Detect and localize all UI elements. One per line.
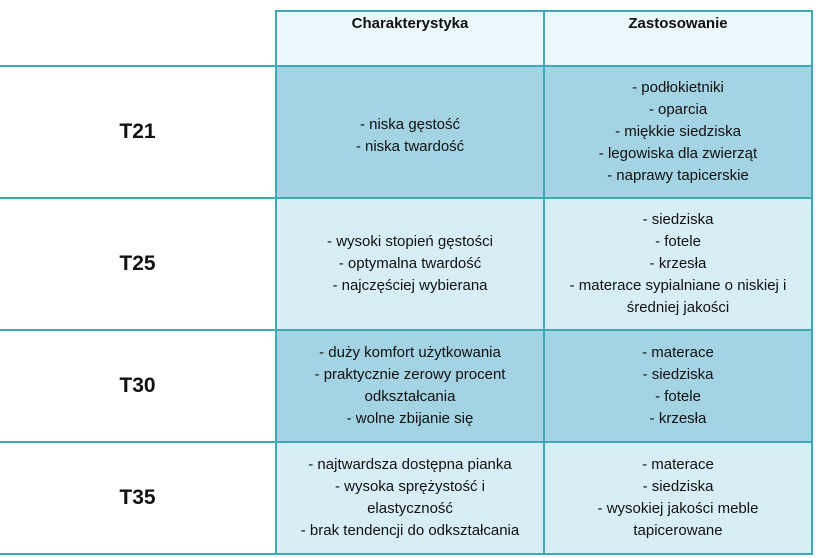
characteristic-item: - duży komfort użytkowania — [319, 344, 501, 361]
header-charakterystyka: Charakterystyka — [276, 11, 544, 66]
usage-cell — [544, 66, 812, 198]
characteristic-item: - optymalna twardość — [338, 255, 482, 272]
characteristic-item: elastyczność — [367, 500, 453, 517]
usage-item: - oparcia — [648, 101, 708, 118]
characteristic-item: odkształcania — [364, 388, 456, 405]
table-row-t30 — [0, 330, 812, 442]
characteristic-item: - najczęściej wybierana — [332, 277, 488, 294]
usage-item: - materace sypialniane o niskiej i — [569, 277, 787, 294]
characteristics-cell — [276, 330, 544, 442]
table-row-t21 — [0, 66, 812, 198]
usage-item: - legowiska dla zwierząt — [598, 145, 758, 162]
row-label: T35 — [0, 442, 276, 554]
characteristic-item: - praktycznie zerowy procent — [314, 366, 506, 383]
characteristic-item: - wysoka sprężystość i — [334, 478, 486, 495]
usage-cell — [544, 330, 812, 442]
table-row-t35 — [0, 442, 812, 554]
usage-item: - siedziska — [642, 211, 714, 228]
characteristic-item: - najtwardsza dostępna pianka — [308, 456, 512, 473]
characteristic-item: - brak tendencji do odkształcania — [300, 522, 520, 539]
foam-comparison-table — [0, 10, 813, 555]
characteristic-item: - wolne zbijanie się — [346, 410, 474, 427]
characteristics-cell — [276, 66, 544, 198]
row-label: T30 — [0, 330, 276, 442]
row-label: T21 — [0, 66, 276, 198]
usage-item: tapicerowane — [633, 522, 723, 539]
usage-item: - siedziska — [642, 478, 714, 495]
usage-item: średniej jakości — [626, 299, 730, 316]
header-row — [0, 11, 812, 66]
characteristics-cell — [276, 442, 544, 554]
usage-cell — [544, 198, 812, 330]
usage-item: - fotele — [655, 388, 701, 405]
header-zastosowanie: Zastosowanie — [544, 11, 812, 66]
header-empty-cell — [0, 11, 276, 66]
usage-item: - materace — [642, 344, 714, 361]
usage-item: - krzesła — [649, 255, 707, 272]
characteristic-item: - niska twardość — [355, 138, 465, 155]
usage-item: - miękkie siedziska — [615, 123, 741, 140]
usage-item: - wysokiej jakości meble — [597, 500, 759, 517]
usage-cell — [544, 442, 812, 554]
usage-item: - naprawy tapicerskie — [607, 167, 749, 184]
usage-item: - materace — [642, 456, 714, 473]
characteristics-cell — [276, 198, 544, 330]
usage-item: - fotele — [655, 233, 701, 250]
usage-item: - podłokietniki — [632, 79, 724, 96]
usage-item: - siedziska — [642, 366, 714, 383]
usage-item: - krzesła — [649, 410, 707, 427]
row-label: T25 — [0, 198, 276, 330]
characteristic-item: - wysoki stopień gęstości — [327, 233, 493, 250]
characteristic-item: - niska gęstość — [359, 116, 461, 133]
table-row-t25 — [0, 198, 812, 330]
